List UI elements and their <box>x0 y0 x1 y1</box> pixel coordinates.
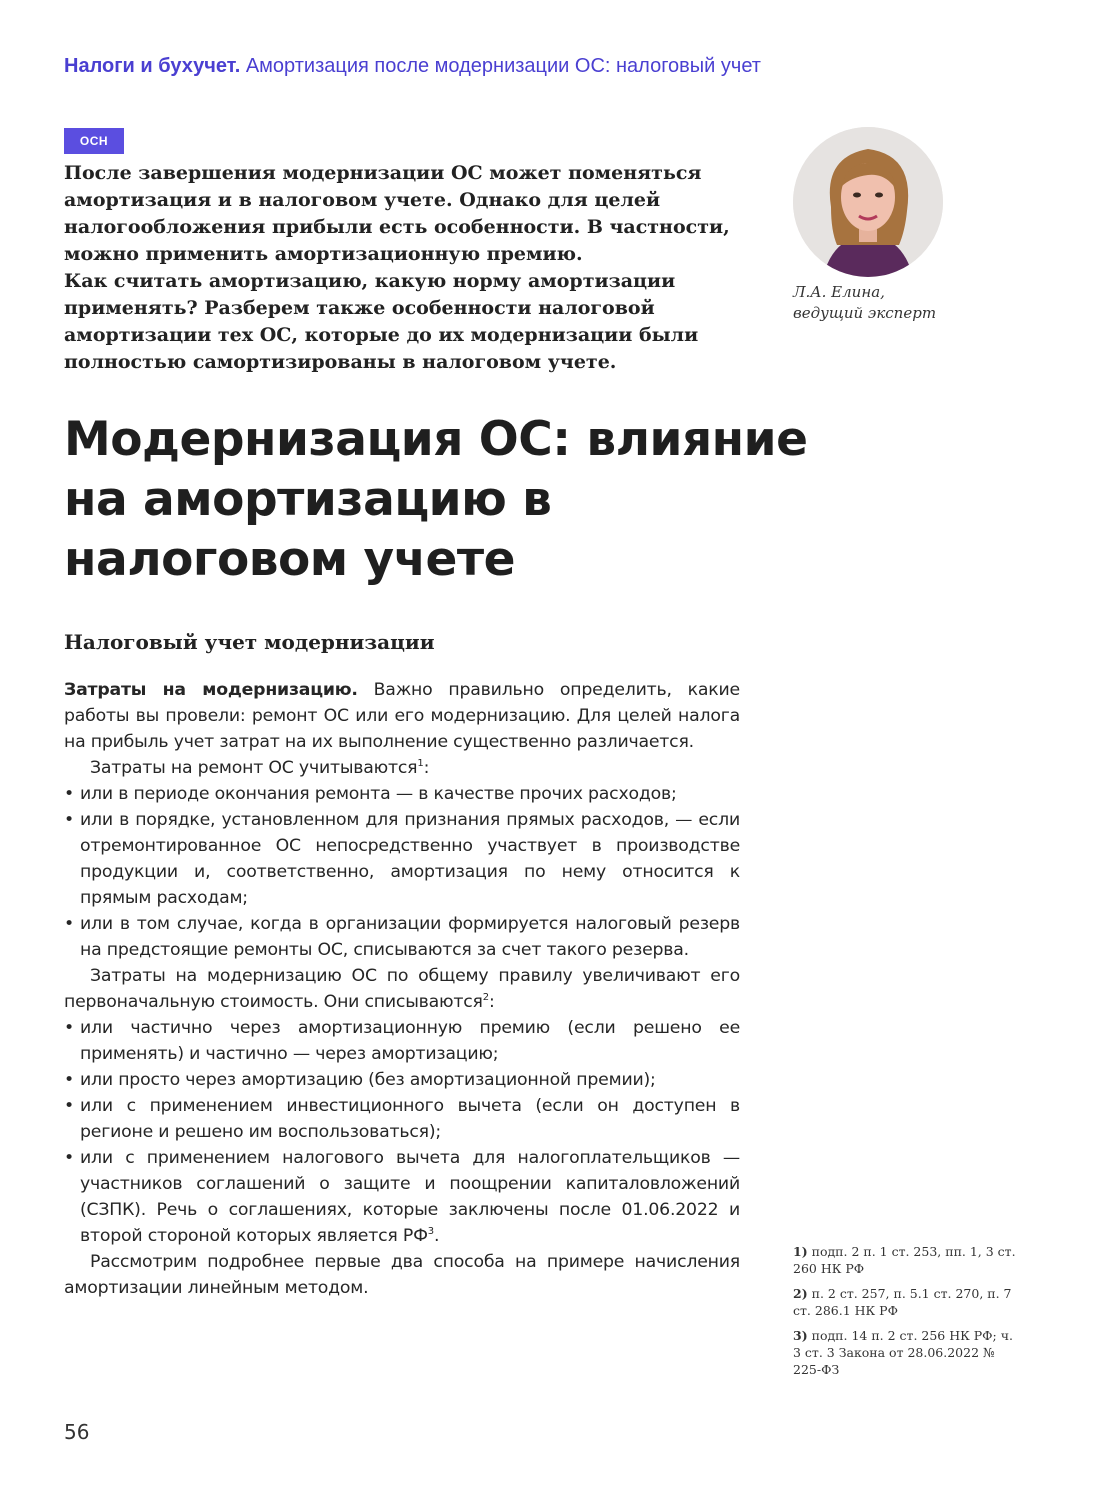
header-topic: Амортизация после модернизации ОС: налоговый учет <box>245 55 761 77</box>
header-section: Налоги и бухучет. <box>64 55 241 77</box>
footnote-number: 3) <box>793 1328 808 1343</box>
footnote-number: 2) <box>793 1286 808 1301</box>
footnote-number: 1) <box>793 1244 808 1259</box>
section-heading: Налоговый учет модернизации <box>64 630 435 654</box>
footnote-text: подп. 14 п. 2 ст. 256 НК РФ; ч. 3 ст. 3 Закона от 28.06.2022 № 225-ФЗ <box>793 1328 1013 1377</box>
list-item: • или с применением инвестиционного вычета (если он доступен в регионе и решено им воспользоваться); <box>64 1093 740 1145</box>
footnote-2 <box>793 1285 1018 1319</box>
list-item: • или просто через амортизацию (без амортизационной премии); <box>64 1067 740 1093</box>
paragraph-2-tail: : <box>423 758 430 778</box>
paragraph-4: Рассмотрим подробнее первые два способа на примере начисления амортизации линейным методом. <box>64 1252 740 1298</box>
paragraph-2-text: Затраты на ремонт ОС учитываются <box>90 758 418 778</box>
list-item: • или в порядке, установленном для признания прямых расходов, — если отремонтированное ОС непосредственно участвует в производстве продукции и, соответственно, амортизация по нему относится к прямым расходам; <box>64 807 740 911</box>
list-item: • или частично через амортизационную премию (если решено ее применять) и частично — через амортизацию; <box>64 1015 740 1067</box>
author-photo <box>793 127 943 277</box>
running-header <box>64 55 1044 78</box>
article-body <box>64 677 740 1301</box>
paragraph-3-tail: : <box>488 992 495 1012</box>
list-item-tail: . <box>433 1226 440 1246</box>
lead-text-1: После завершения модернизации ОС может поменяться амортизация и в налоговом учете. Однако для целей налогообложения прибыли есть особенности. В частности, можно применить амортизационную премию. <box>64 162 730 265</box>
run-in-heading: Затраты на модернизацию. <box>64 680 358 700</box>
lead-paragraph <box>64 160 754 376</box>
footnote-ref-3[interactable]: 3 <box>427 1226 434 1238</box>
paragraph-3 <box>64 963 740 1015</box>
list-item <box>64 1145 740 1249</box>
author-name: Л.А. Елина, <box>793 283 885 301</box>
footnote-3 <box>793 1327 1018 1378</box>
repair-cost-list <box>64 781 740 963</box>
tax-regime-badge: ОСН <box>64 128 124 154</box>
author-caption <box>793 282 1043 324</box>
footnote-ref-2[interactable]: 2 <box>482 992 489 1004</box>
lead-text-2: Как считать амортизацию, какую норму амортизации применять? Разберем также особенности налоговой амортизации тех ОС, которые до их модернизации были полностью самортизированы в налоговом учете. <box>64 270 699 373</box>
list-item: • или в том случае, когда в организации формируется налоговый резерв на предстоящие ремонты ОС, списываются за счет такого резерва. <box>64 911 740 963</box>
page-number: 56 <box>64 1420 90 1444</box>
paragraph-3-text: Затраты на модернизацию ОС по общему правилу увеличивают его первоначальную стоимость. Они списываются <box>64 966 740 1012</box>
list-item-text: или с применением налогового вычета для налогоплательщиков — участников соглашений о защите и поощрении капиталовложений (СЗПК). Речь о соглашениях, которые заключены после 01.06.2022 и второй стороной которых является РФ <box>80 1148 740 1246</box>
footnote-1 <box>793 1243 1018 1277</box>
author-role: ведущий эксперт <box>793 304 937 322</box>
modernization-cost-list <box>64 1015 740 1249</box>
footnote-ref-1[interactable]: 1 <box>417 758 424 770</box>
footnote-text: подп. 2 п. 1 ст. 253, пп. 1, 3 ст. 260 НК РФ <box>793 1244 1016 1276</box>
paragraph-1 <box>64 677 740 755</box>
author-portrait-icon <box>793 127 943 277</box>
paragraph-2 <box>64 755 740 781</box>
footnote-text: п. 2 ст. 257, п. 5.1 ст. 270, п. 7 ст. 286.1 НК РФ <box>793 1286 1012 1318</box>
footnotes <box>793 1243 1018 1386</box>
article-title: Модернизация ОС: влияние на амортизацию в налоговом учете <box>64 412 808 587</box>
paragraph-1-text: Важно правильно определить, какие работы вы провели: ремонт ОС или его модернизацию. Для целей налога на прибыль учет затрат на их выполнение существенно различается. <box>64 680 740 752</box>
list-item: • или в периоде окончания ремонта — в качестве прочих расходов; <box>64 781 740 807</box>
